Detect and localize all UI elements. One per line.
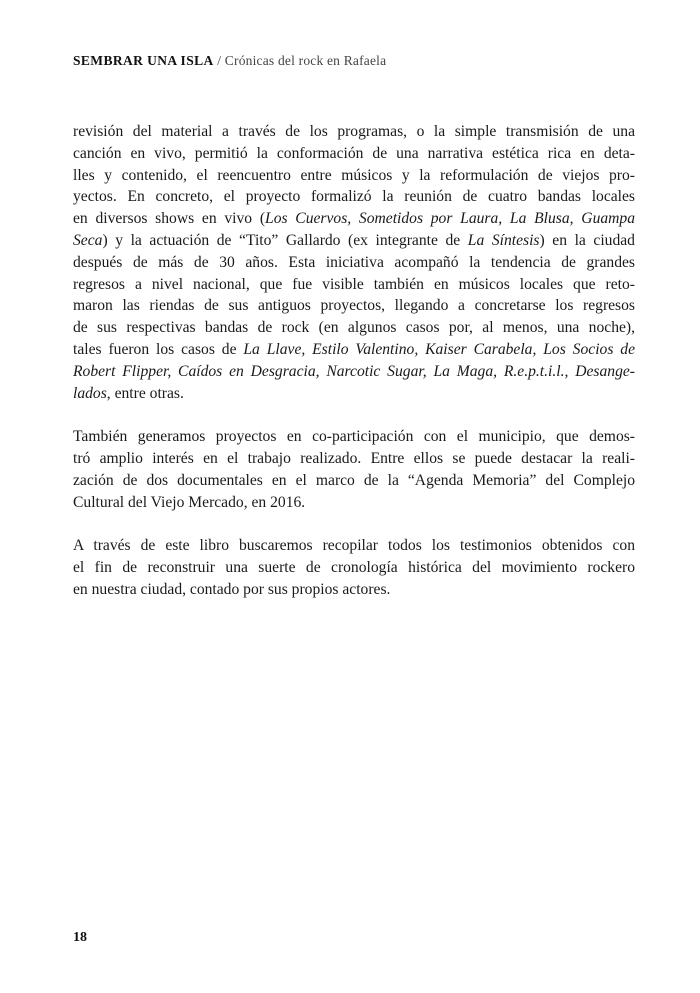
text-run: regresos a nivel nacional, que fue visible también en músicos locales que reto- xyxy=(73,275,635,293)
text-line xyxy=(73,557,635,579)
text-run: Cultural del Viejo Mercado, en 2016. xyxy=(73,493,306,511)
text-run: en nuestra ciudad, contado por sus propios actores. xyxy=(73,580,391,598)
text-line xyxy=(73,426,635,448)
italic-title: lados xyxy=(73,384,107,402)
text-line xyxy=(73,165,635,187)
text-line xyxy=(73,230,635,252)
text-run: en diversos shows en vivo ( xyxy=(73,210,266,228)
text-run: ) en la ciudad xyxy=(539,231,635,249)
text-run: el fin de reconstruir una suerte de cronología histórica del movimiento rockero xyxy=(73,558,635,576)
text-run: maron las riendas de sus antiguos proyectos, llegando a concretarse los regresos xyxy=(73,297,635,315)
body-text xyxy=(73,121,635,622)
page-number: 18 xyxy=(73,930,87,945)
italic-title: Los Cuervos, Sometidos por Laura, La Blusa, Guampa xyxy=(265,210,636,228)
text-run: canción en vivo, permitió la conformación de una narrativa estética rica en deta- xyxy=(73,144,635,162)
text-line xyxy=(73,143,635,165)
text-line xyxy=(73,361,635,383)
title-separator: / xyxy=(213,53,225,68)
text-line xyxy=(73,383,635,405)
text-line xyxy=(73,208,635,230)
text-line xyxy=(73,121,635,143)
text-line xyxy=(73,579,635,601)
book-title: SEMBRAR UNA ISLA xyxy=(73,53,214,68)
text-line xyxy=(73,535,635,557)
text-line xyxy=(73,252,635,274)
text-run: También generamos proyectos en co-participación con el municipio, que demos- xyxy=(73,428,635,446)
text-line xyxy=(73,470,635,492)
text-run: revisión del material a través de los programas, o la simple transmisión de una xyxy=(73,123,635,140)
text-line xyxy=(73,492,635,514)
running-head xyxy=(73,53,386,69)
text-run: zación de dos documentales en el marco de la “Agenda Memoria” del Complejo xyxy=(73,471,635,489)
paragraph xyxy=(73,426,635,513)
text-run: tales fueron los casos de xyxy=(73,340,244,358)
text-run: ) y la actuación de “Tito” Gallardo (ex integrante de xyxy=(102,231,468,249)
italic-title: La Síntesis xyxy=(467,231,540,249)
text-line xyxy=(73,274,635,296)
text-line xyxy=(73,186,635,208)
paragraph xyxy=(73,535,635,600)
text-run: tró amplio interés en el trabajo realizado. Entre ellos se puede destacar la reali- xyxy=(73,449,635,467)
book-subtitle: Crónicas del rock en Rafaela xyxy=(224,53,387,68)
paragraph xyxy=(73,121,635,404)
text-run: lles y contenido, el reencuentro entre músicos y la reformulación de viejos pro- xyxy=(73,166,635,184)
text-line xyxy=(73,317,635,339)
text-run: , entre otras. xyxy=(106,384,184,402)
text-run: A través de este libro buscaremos recopilar todos los testimonios obtenidos con xyxy=(73,537,635,555)
text-run: de sus respectivas bandas de rock (en algunos casos por, al menos, una noche), xyxy=(73,319,635,337)
text-run: después de más de 30 años. Esta iniciativa acompañó la tendencia de grandes xyxy=(73,253,635,271)
text-line xyxy=(73,339,635,361)
text-line xyxy=(73,295,635,317)
italic-title: Robert Flipper, Caídos en Desgracia, Narcotic Sugar, La Maga, R.e.p.t.i.l., Desange- xyxy=(73,362,635,380)
italic-title: Seca xyxy=(73,231,103,249)
text-line xyxy=(73,448,635,470)
text-run: yectos. En concreto, el proyecto formalizó la reunión de cuatro bandas locales xyxy=(73,188,635,206)
italic-title: La Llave, Estilo Valentino, Kaiser Carabela, Los Socios de xyxy=(243,340,635,358)
